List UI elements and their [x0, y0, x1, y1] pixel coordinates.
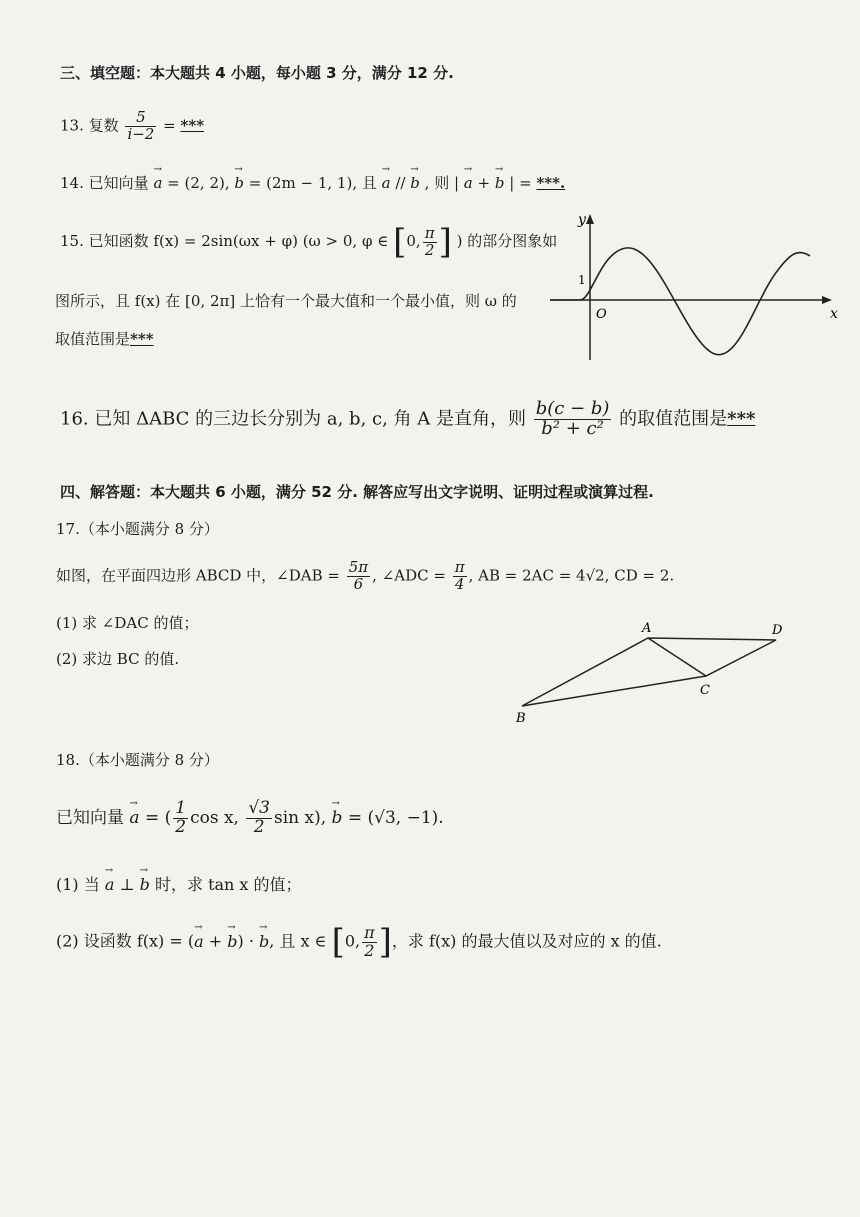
q16-text2: 的取值范围是: [619, 408, 728, 430]
q18-part1-vector-a: → a: [105, 875, 115, 894]
q15-bracket-right: ]: [438, 222, 452, 262]
q15-line3: 取值范围是: [55, 330, 131, 348]
q17-f1-num: 5π: [348, 558, 369, 576]
q15-line2b: 上恰有一个最大值和一个最小值，则 ω 的: [240, 292, 517, 310]
q14-b-eq: = (2m − 1, 1), 且: [248, 174, 377, 192]
q18-f2-den: 2: [253, 816, 265, 837]
quadrilateral-ABCD: [522, 638, 776, 706]
q14-text1: 已知向量: [88, 174, 149, 192]
q13-answer-blank: ***: [180, 116, 205, 135]
q18-fraction-3: [362, 922, 377, 960]
q18-fraction-1: [173, 800, 188, 837]
question-15-line1: [60, 222, 557, 262]
q18-vector-b: → b: [332, 808, 343, 828]
q17-part2: (2) 求边 BC 的值.: [56, 650, 180, 668]
question-16: [60, 400, 755, 439]
q17-fraction-2: [453, 560, 467, 593]
q15-frac-den: 2: [424, 240, 435, 259]
q17-f1-den: 6: [353, 574, 364, 593]
q18-part1: [56, 872, 302, 895]
q16-frac-num: b(c − b): [535, 398, 610, 419]
q16-number: 16.: [60, 408, 89, 430]
vertex-B-label: B: [516, 711, 526, 726]
q17-part1: (1) 求 ∠DAC 的值；: [56, 614, 199, 632]
q18-part2-a: (2) 设函数 f(x) = (: [56, 931, 195, 951]
q18-part2-vector-b2: → b: [259, 932, 269, 951]
q15-text1: 已知函数 f(x) = 2sin(ωx + φ) (ω > 0, φ ∈: [88, 232, 389, 250]
q14-number: 14.: [60, 174, 84, 192]
q14-plus: +: [477, 174, 491, 192]
q14-vector-a2: → a: [382, 174, 391, 192]
q18-f1-den: 2: [175, 816, 187, 837]
q13-frac-den: i−2: [127, 124, 155, 143]
q18-sin: sin x),: [274, 807, 327, 828]
q18-bracket-right: ]: [378, 922, 392, 962]
vertex-D-label: D: [772, 623, 783, 638]
q13-frac-num: 5: [125, 110, 156, 127]
q13-equals: =: [163, 116, 176, 135]
q18-part2-dot: ) ·: [237, 931, 254, 951]
diagonal-AC: [648, 638, 706, 676]
q13-number: 13.: [60, 116, 84, 135]
q15-answer-blank: ***: [130, 330, 154, 348]
q18-bracket-left: [: [331, 922, 345, 962]
y-tick-label: 1: [578, 273, 586, 287]
q18-f3-num: π: [364, 922, 375, 942]
q14-answer-blank: ***.: [536, 174, 566, 192]
q14-end: | =: [509, 174, 532, 192]
x-axis-label: x: [830, 306, 838, 322]
q18-part2-vector-b: → b: [227, 932, 237, 951]
q16-frac-den: b² + c²: [541, 417, 604, 439]
q16-text1: 已知 ΔABC 的三边长分别为 a, b, c, 角 A 是直角，则: [94, 408, 526, 430]
q16-fraction: [534, 400, 612, 439]
q18-part2-plus: +: [208, 931, 223, 951]
q14-a-eq: = (2, 2),: [167, 174, 230, 192]
q14-vector-b3: → b: [495, 174, 505, 192]
q17-text1: 如图，在平面四边形 ABCD 中，∠DAB =: [56, 566, 340, 585]
y-axis-arrow-icon: [586, 214, 594, 224]
q18-cos: cos x,: [190, 807, 239, 828]
q18-part2-vector-a: → a: [194, 932, 204, 951]
x-axis-arrow-icon: [822, 296, 832, 304]
q18-part2-c: ，求 f(x) 的最大值以及对应的 x 的值.: [391, 931, 662, 951]
section-4-title: 四、解答题：本大题共 6 小题，满分 52 分. 解答应写出文字说明、证明过程或演算过程.: [60, 483, 654, 501]
question-14: [60, 172, 565, 193]
q17-header: 17.（本小题满分 8 分）: [56, 520, 219, 538]
q14-then: , 则 |: [424, 174, 460, 192]
q15-line2a: 图所示，且 f(x) 在: [55, 292, 181, 310]
vertex-C-label: C: [700, 683, 710, 698]
q17-f2-den: 4: [454, 574, 465, 593]
q14-vector-b2: → b: [410, 174, 420, 192]
q15-number: 15.: [60, 232, 84, 250]
q15-text2: ) 的部分图象如: [456, 232, 558, 250]
q18-part1-a: (1) 当: [56, 875, 100, 894]
q15-bracket-left: [: [393, 222, 407, 262]
q17-fraction-1: [347, 560, 370, 593]
q18-part1-b: 时，求 tan x 的值；: [154, 875, 302, 894]
q18-part2: [56, 922, 662, 962]
q18-vector-a: → a: [129, 808, 139, 828]
q14-parallel: //: [395, 174, 406, 192]
q18-part1-perp: ⊥: [119, 875, 135, 894]
q15-sine-graph: [540, 208, 840, 368]
q18-f2-num: √3: [248, 798, 270, 818]
q18-f1-num: 1: [175, 798, 187, 818]
q17-f2-num: π: [454, 558, 465, 576]
q14-vector-a: → a: [153, 174, 162, 192]
origin-label: O: [596, 307, 607, 322]
q18-fraction-2: [246, 800, 272, 837]
q16-answer-blank: ***: [727, 408, 756, 430]
q15-zero: 0,: [406, 232, 421, 250]
q13-fraction: [125, 110, 156, 143]
q18-header: 18.（本小题满分 8 分）: [56, 751, 219, 769]
q18-text1: 已知向量: [56, 807, 124, 828]
q18-part2-b: , 且 x ∈: [269, 931, 327, 951]
q14-vector-a3: → a: [464, 174, 473, 192]
q17-text3: , AB = 2AC = 4√2, CD = 2.: [468, 566, 675, 585]
section-3-title: 三、填空题：本大题共 4 小题，每小题 3 分，满分 12 分.: [60, 64, 454, 82]
question-18-text: [56, 800, 444, 837]
q13-lead: 复数: [88, 116, 119, 135]
q18-b-eq: = (√3, −1).: [347, 807, 444, 828]
sine-curve: [550, 248, 810, 355]
q14-vector-b: → b: [234, 174, 244, 192]
q18-f3-den: 2: [364, 940, 375, 960]
q18-zero: 0,: [344, 931, 361, 951]
q18-a-eq: = (: [144, 807, 172, 828]
q17-text2: , ∠ADC =: [372, 566, 446, 585]
q15-fraction: [423, 223, 437, 259]
q17-quadrilateral-figure: [510, 618, 810, 728]
question-17-text: [56, 560, 674, 593]
vertex-A-label: A: [642, 621, 652, 636]
q18-part1-vector-b: → b: [140, 875, 150, 894]
q15-frac-num: π: [424, 223, 435, 242]
q15-interval: [0, 2π]: [185, 292, 236, 310]
question-13: [60, 110, 204, 143]
question-15-line2: [55, 290, 517, 311]
question-15-line3: [55, 328, 154, 349]
y-axis-label: y: [578, 212, 586, 228]
